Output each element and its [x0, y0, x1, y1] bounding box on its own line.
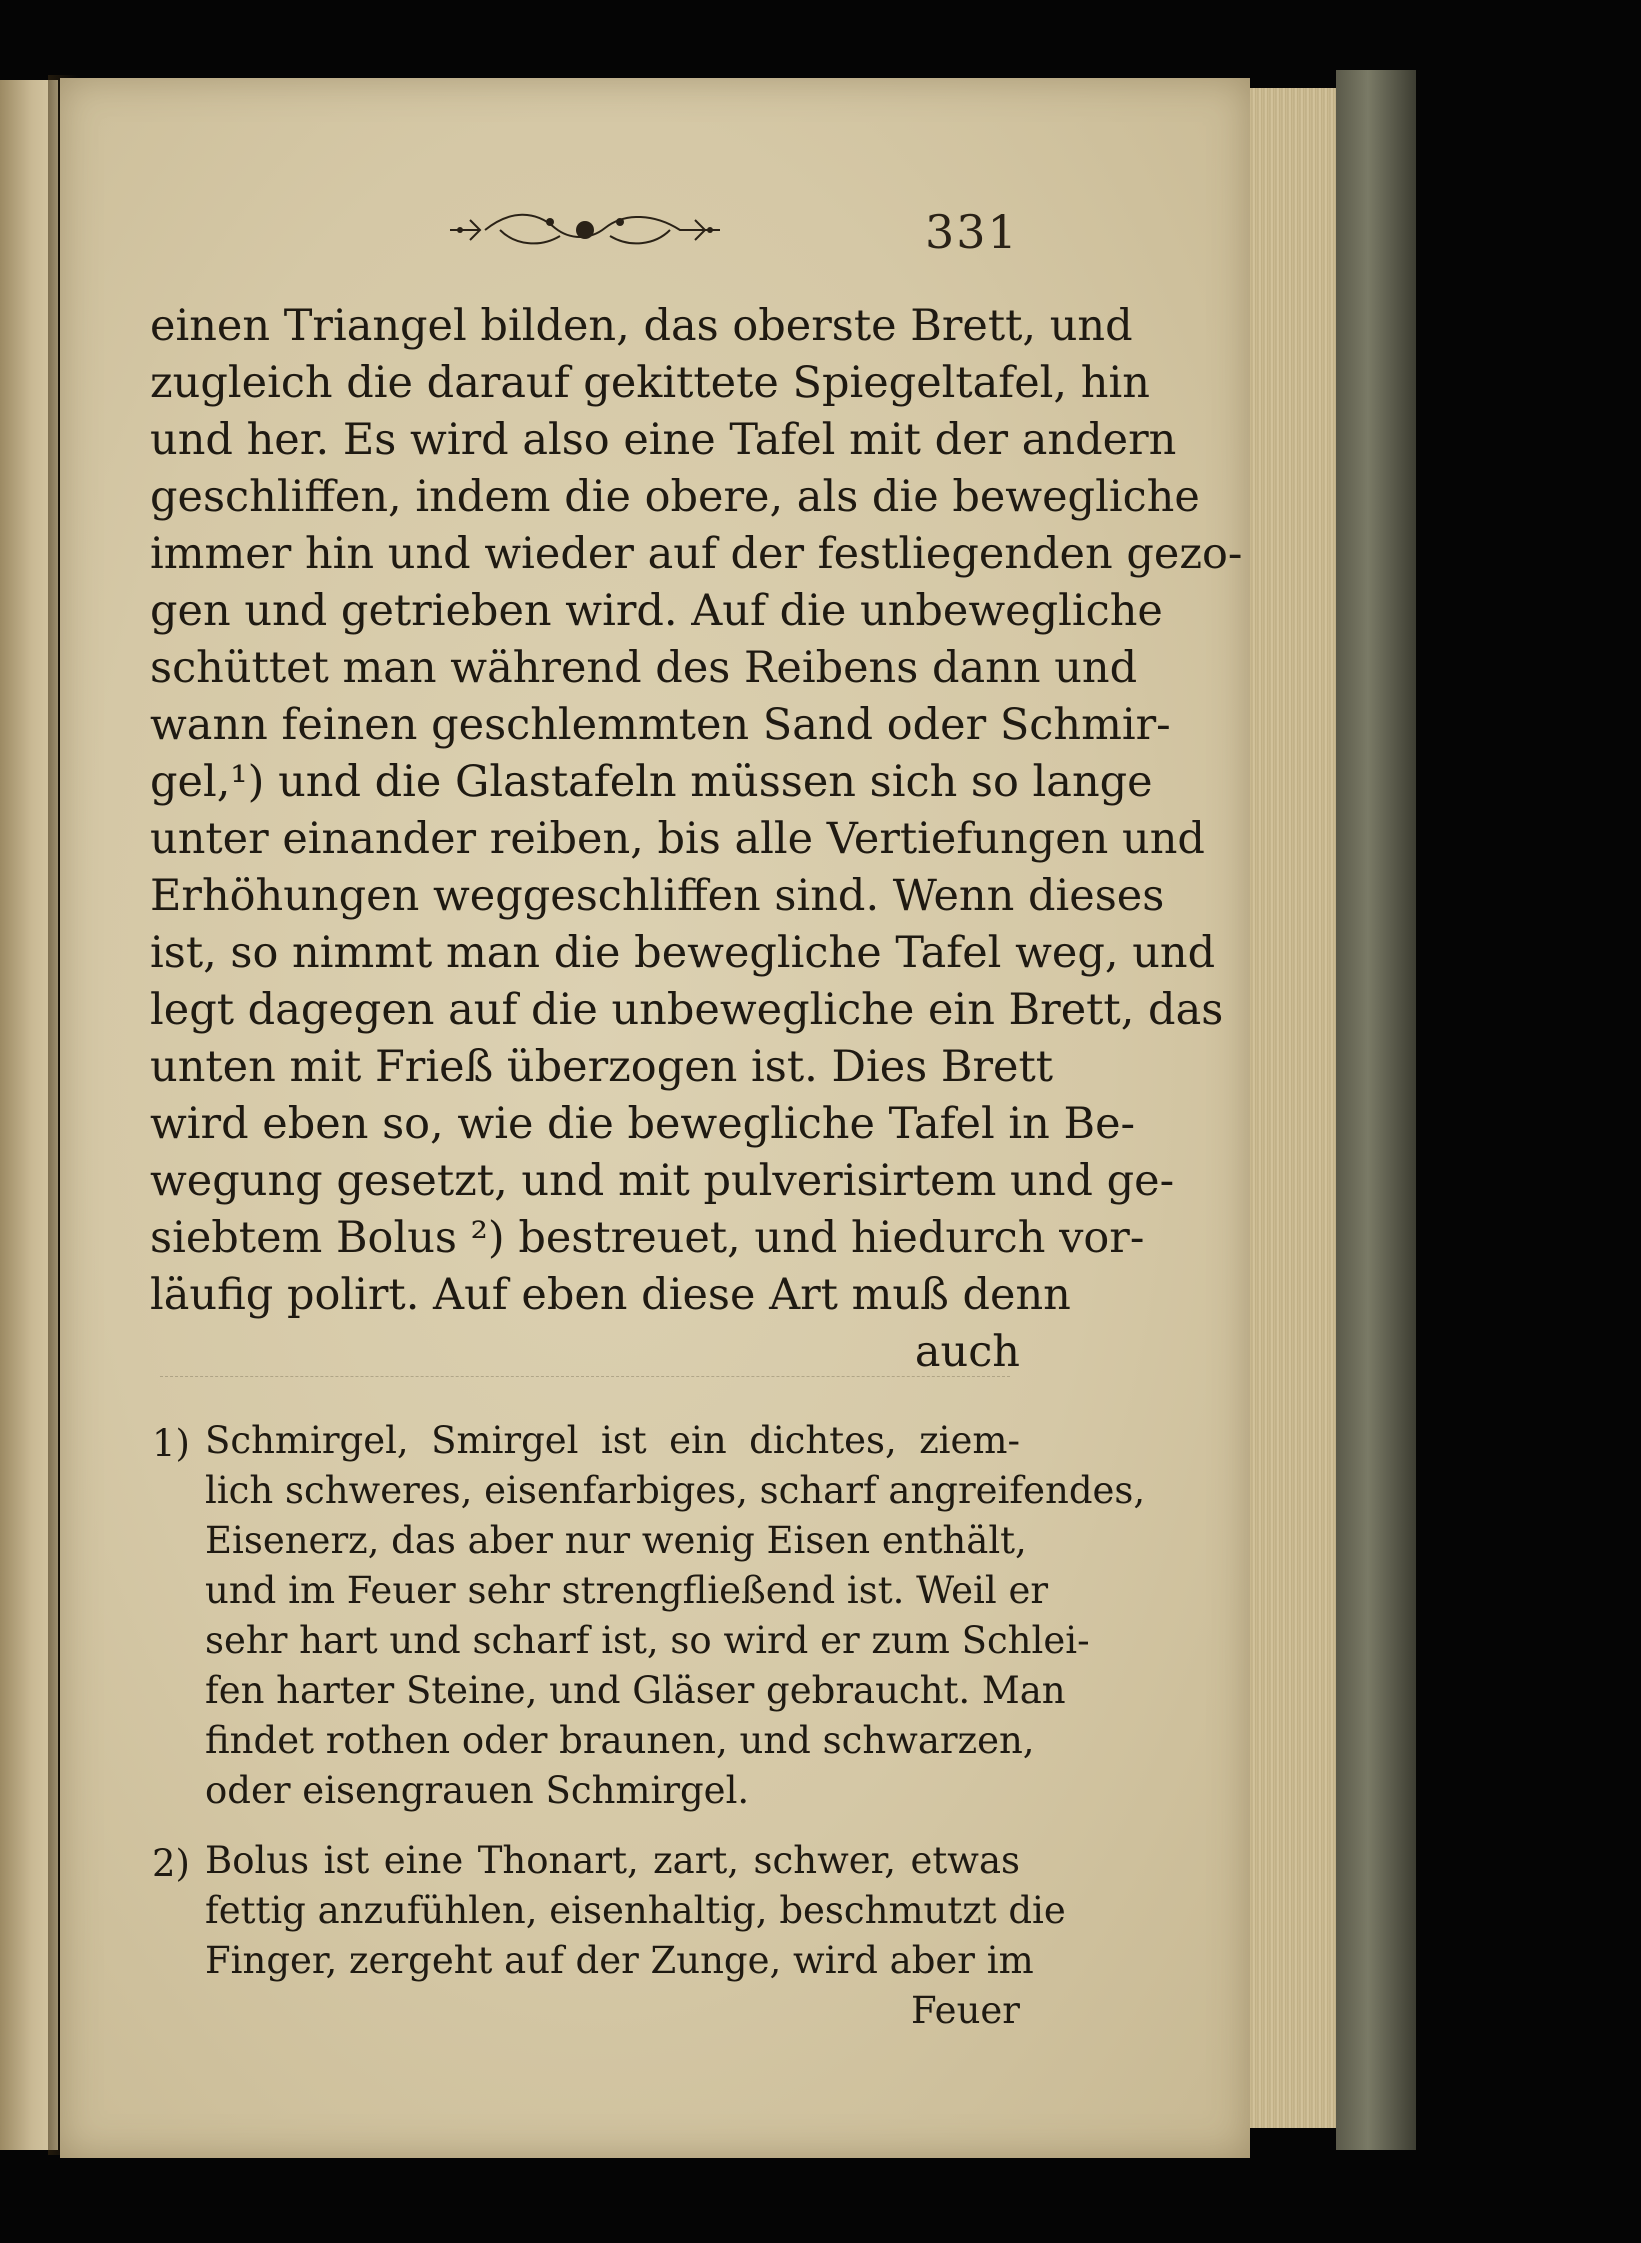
footnote-catchword: Feuer [911, 1989, 1020, 2032]
body-line: läufig polirt. Auf eben diese Art muß denn [150, 1270, 1071, 1320]
printer-ornament-icon [440, 200, 730, 260]
footnote-line: sehr hart und scharf ist, so wird er zum Schlei- [205, 1619, 1090, 1662]
body-line: und her. Es wird also eine Tafel mit der andern [150, 415, 1177, 465]
footnote-marker: 2) [152, 1842, 190, 1885]
footnote-line: lich schweres, eisenfarbiges, scharf angreifendes, [205, 1469, 1146, 1512]
body-line: gel,¹) und die Glastafeln müssen sich so lange [150, 757, 1153, 807]
page-number: 331 [925, 205, 1019, 259]
body-line: ist, so nimmt man die bewegliche Tafel weg, und [150, 928, 1216, 978]
page-block-edges [1250, 88, 1346, 2128]
footnote-line: Finger, zergeht auf der Zunge, wird aber im [205, 1939, 1034, 1982]
body-line: siebtem Bolus ²) bestreuet, und hiedurch vor- [150, 1213, 1145, 1263]
footnote-line: fen harter Steine, und Gläser gebraucht. Man [205, 1669, 1066, 1712]
footnote-line: Eisenerz, das aber nur wenig Eisen enthält, [205, 1519, 1027, 1562]
body-line: unten mit Frieß überzogen ist. Dies Brett [150, 1042, 1054, 1092]
body-line: legt dagegen auf die unbewegliche ein Brett, das [150, 985, 1224, 1035]
footnote-line: Schmirgel, Smirgel ist ein dichtes, ziem- [205, 1419, 1020, 1462]
footnote-separator [160, 1376, 1010, 1378]
footnote-line: findet rothen oder braunen, und schwarzen, [205, 1719, 1035, 1762]
body-line: unter einander reiben, bis alle Vertiefungen und [150, 814, 1205, 864]
body-line: einen Triangel bilden, das oberste Brett, und [150, 301, 1133, 351]
body-line: wann feinen geschlemmten Sand oder Schmir- [150, 700, 1171, 750]
footnote-line: und im Feuer sehr strengfließend ist. Weil er [205, 1569, 1049, 1612]
body-line: zugleich die darauf gekittete Spiegeltafel, hin [150, 358, 1150, 408]
body-line: Erhöhungen weggeschliffen sind. Wenn dieses [150, 871, 1165, 921]
body-line: wird eben so, wie die bewegliche Tafel in Be- [150, 1099, 1136, 1149]
body-line: schüttet man während des Reibens dann und [150, 643, 1138, 693]
footnote-line: Bolus ist eine Thonart, zart, schwer, etwas [205, 1839, 1020, 1882]
catchword: auch [914, 1327, 1020, 1377]
body-line: gen und getrieben wird. Auf die unbewegliche [150, 586, 1163, 636]
book-cover-edge [1336, 70, 1416, 2150]
body-line: immer hin und wieder auf der festliegenden gezo- [150, 529, 1243, 579]
footnote-marker: 1) [152, 1422, 190, 1465]
body-line: wegung gesetzt, und mit pulverisirtem und ge- [150, 1156, 1175, 1206]
footnote-line: oder eisengrauen Schmirgel. [205, 1769, 750, 1812]
footnote-line: fettig anzufühlen, eisenhaltig, beschmutzt die [205, 1889, 1066, 1932]
body-line: geschliffen, indem die obere, als die bewegliche [150, 472, 1200, 522]
